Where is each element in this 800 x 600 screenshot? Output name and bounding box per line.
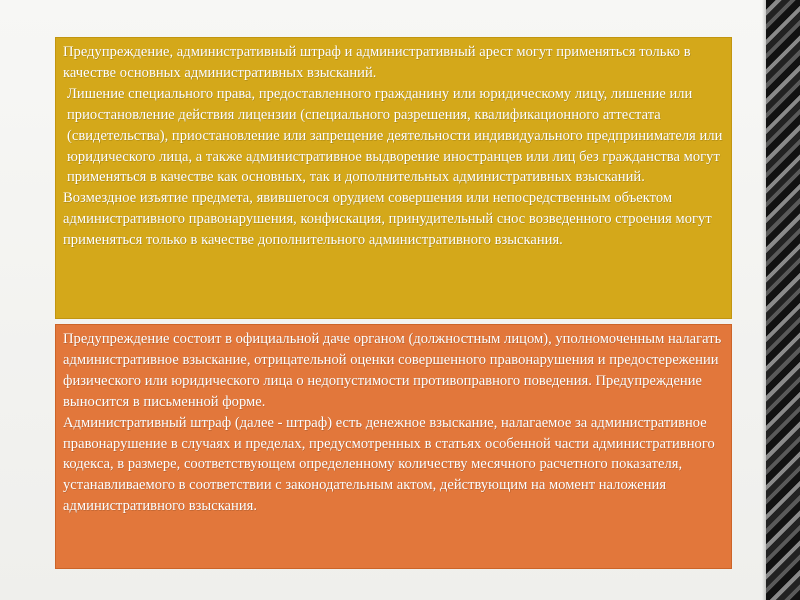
paragraph-warning-definition: Предупреждение состоит в официальной даче органом (должностным лицом), уполномоченным налагать административное взыскание, отрицательной оценки совершенного правонарушения и предостережении физического или юридического лица о недопустимости противоправного поведения. Предупреждение выносится в письменной форме. [63,331,722,410]
paragraph-main-or-additional-penalties: Лишение специального права, предоставленного гражданину или юридическому лицу, лишение или приостановление действия лицензии (специального разрешения, квалификационного аттестата (свидетельства), приостановление или запрещение деятельности индивидуального предпринимателя или юридического лица, а также административное выдворение иностранцев или лиц без гражданства могут применяться в качестве как основных, так и дополнительных административных взысканий. [67,85,723,186]
warning-fine-definitions-box [55,324,732,569]
paragraph-additional-penalties: Возмездное изъятие предмета, явившегося орудием совершения или непосредственным объектом административного правонарушения, конфискация, принудительный снос возведенного строения могут применяться только в качестве дополнительного административного взыскания. [63,190,712,249]
paragraph-main-penalties: Предупреждение, административный штраф и административный арест могут применяться только в качестве основных административных взысканий. [63,44,691,81]
decorative-edge-stripes [766,0,800,600]
paragraph-fine-definition: Административный штраф (далее - штраф) есть денежное взыскание, налагаемое за административное правонарушение в случаях и пределах, предусмотренных в статьях особенной части административного кодекса, в размере, соответствующем определенному количеству месячного расчетного показателя, устанавливаемого в соответствии с законодательным актом, действующим на момент наложения административного взыскания. [63,414,715,515]
penalties-types-box [55,37,732,319]
